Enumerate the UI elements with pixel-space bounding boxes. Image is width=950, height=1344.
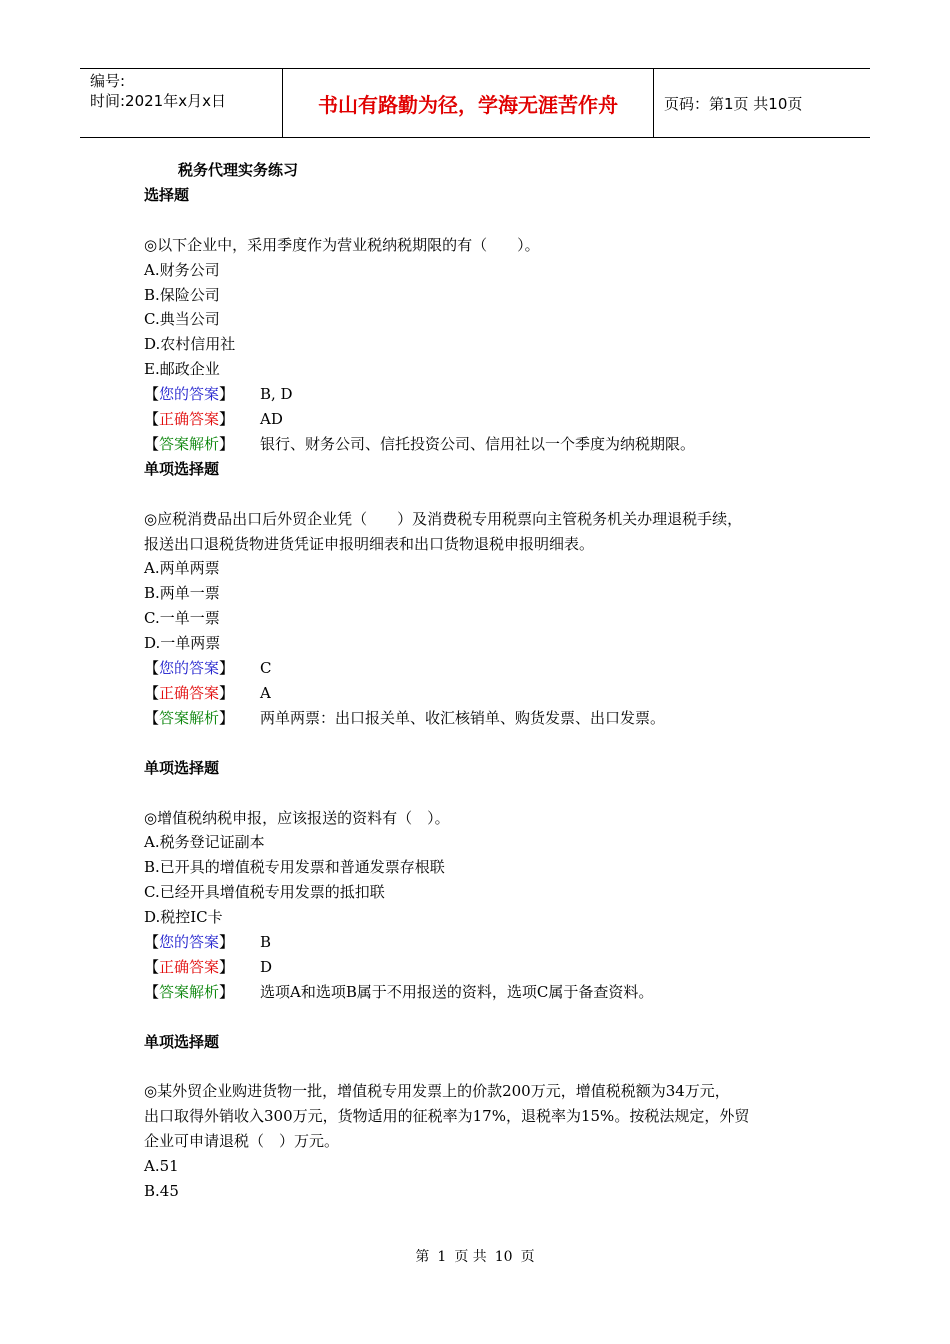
question-stem: 报送出口退税货物进货凭证申报明细表和出口货物退税申报明细表。 — [144, 534, 595, 553]
footer-total: 10 — [494, 1249, 513, 1265]
option: A.51 — [144, 1157, 179, 1176]
question-block — [144, 756, 824, 1030]
document-title: 税务代理实务练习 — [178, 161, 299, 179]
header-meta — [80, 69, 282, 137]
your-answer-label: 您的答案 — [159, 385, 220, 404]
section-title: 单项选择题 — [144, 1032, 220, 1051]
correct-answer-label: 正确答案 — [159, 684, 220, 702]
section-title: 单项选择题 — [144, 758, 220, 777]
section-title: 选择题 — [144, 185, 190, 204]
option: C.已经开具增值税专用发票的抵扣联 — [144, 883, 385, 902]
correct-answer-row: 【正确答案】 AD — [144, 410, 283, 429]
footer-page-number: 1 — [437, 1249, 447, 1265]
correct-answer-value: D — [260, 957, 273, 976]
header-page-label: 页码：第1页 共10页 — [664, 94, 803, 113]
correct-answer-value: A — [260, 684, 271, 702]
footer-mid: 页 共 — [454, 1249, 487, 1265]
question-block — [144, 457, 824, 756]
document-body — [144, 158, 824, 1204]
page-footer — [0, 1246, 950, 1266]
analysis-text: 银行、财务公司、信托投资公司、信用社以一个季度为纳税期限。 — [260, 434, 696, 453]
option: E.邮政企业 — [144, 360, 220, 379]
your-answer-row: 【您的答案】 B — [144, 933, 272, 952]
your-answer-row: 【您的答案】 C — [144, 659, 272, 678]
analysis-text: 两单两票：出口报关单、收汇核销单、购货发票、出口发票。 — [260, 708, 666, 727]
page-header — [80, 68, 870, 138]
question-stem: 出口取得外销收入300万元，货物适用的征税率为17%，退税率为15%。按税法规定，外贸 — [144, 1107, 750, 1126]
option: C.典当公司 — [144, 310, 220, 329]
correct-answer-row: 【正确答案】 A — [144, 684, 271, 702]
analysis-label: 答案解析 — [159, 982, 220, 1001]
option: D.农村信用社 — [144, 335, 236, 354]
your-answer-label: 您的答案 — [159, 933, 220, 952]
question-stem: 企业可申请退税（ ）万元。 — [144, 1132, 340, 1151]
your-answer-value: C — [260, 659, 272, 678]
footer-prefix: 第 — [415, 1249, 430, 1265]
number-label: 编号: — [90, 72, 126, 90]
analysis-label: 答案解析 — [159, 708, 220, 727]
question-block — [144, 183, 824, 457]
analysis-row: 【答案解析】 选项A和选项B属于不用报送的资料，选项C属于备查资料。 — [144, 982, 654, 1001]
analysis-row: 【答案解析】 银行、财务公司、信托投资公司、信用社以一个季度为纳税期限。 — [144, 434, 696, 453]
question-stem: ◎应税消费品出口后外贸企业凭（ ）及消费税专用税票向主管税务机关办理退税手续， — [144, 509, 743, 528]
header-motto: 书山有路勤为径，学海无涯苦作舟 — [282, 69, 654, 137]
option: C.一单一票 — [144, 609, 220, 628]
question-block — [144, 1030, 824, 1204]
time-label: 时间:2021年x月x日 — [90, 92, 226, 110]
question-stem: ◎以下企业中，采用季度作为营业税纳税期限的有（ ）。 — [144, 235, 540, 254]
option: A.两单两票 — [144, 559, 220, 578]
question-stem: ◎增值税纳税申报，应该报送的资料有（ ）。 — [144, 808, 450, 827]
option: B.保险公司 — [144, 285, 220, 304]
option: D.一单两票 — [144, 634, 221, 653]
section-title: 单项选择题 — [144, 459, 220, 478]
option: A.财务公司 — [144, 260, 220, 279]
correct-answer-label: 正确答案 — [159, 957, 220, 976]
your-answer-label: 您的答案 — [159, 659, 220, 678]
correct-answer-row: 【正确答案】 D — [144, 957, 273, 976]
option: A.税务登记证副本 — [144, 833, 265, 852]
correct-answer-value: AD — [260, 410, 283, 429]
option: B.45 — [144, 1182, 179, 1201]
your-answer-value: B — [260, 933, 272, 952]
correct-answer-label: 正确答案 — [159, 410, 220, 429]
question-stem: ◎某外贸企业购进货物一批，增值税专用发票上的价款200万元，增值税税额为34万元， — [144, 1082, 730, 1101]
option: B.已开具的增值税专用发票和普通发票存根联 — [144, 858, 445, 877]
analysis-text: 选项A和选项B属于不用报送的资料，选项C属于备查资料。 — [260, 982, 654, 1001]
option: D.税控IC卡 — [144, 908, 223, 927]
your-answer-row: 【您的答案】 B, D — [144, 385, 293, 404]
your-answer-value: B, D — [260, 385, 293, 404]
analysis-label: 答案解析 — [159, 434, 220, 453]
footer-suffix: 页 — [520, 1249, 535, 1265]
option: B.两单一票 — [144, 584, 220, 603]
analysis-row: 【答案解析】 两单两票：出口报关单、收汇核销单、购货发票、出口发票。 — [144, 708, 666, 727]
